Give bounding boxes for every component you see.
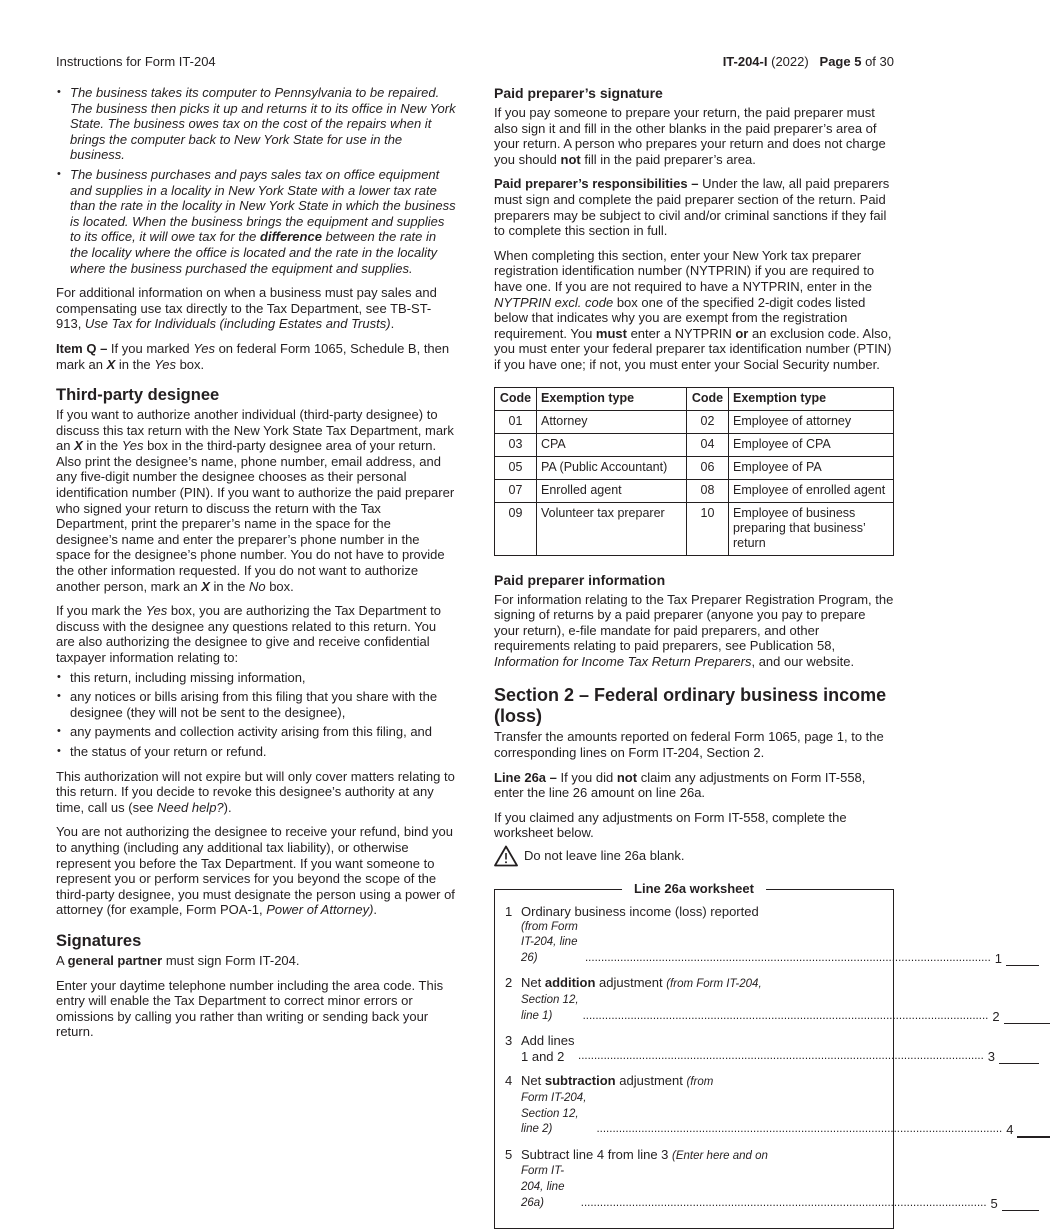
additional-info-paragraph: For additional information on when a business must pay sales and compensating use tax directly to the Tax Department, see TB-ST-913, Use Tax for Individuals (including Estates and Trusts). <box>56 285 437 332</box>
page-label: Page 5 <box>819 54 862 69</box>
table-row: 07 Enrolled agent 08 Employee of enrolled agent <box>495 479 894 502</box>
third-party-paragraph-4: You are not authorizing the designee to receive your refund, bind you to anything (including any additional tax liability), or otherwise represent you before the Tax Department. If you want someone to represent you or perform services for you beyond the scope of the third-party designee, you must designate the person using a power of attorney (for example, Form POA-1, Power of Attorney). <box>56 824 455 918</box>
table-header-row <box>495 387 894 410</box>
worksheet-line-1-input[interactable] <box>1006 954 1039 966</box>
worksheet-line-4: 4 Net subtraction adjustment (from Form IT-204, Section 12, line 2) ..... 4 <box>505 1073 883 1137</box>
worksheet-instruction-paragraph: If you claimed any adjustments on Form IT-558, complete the worksheet below. <box>494 809 847 841</box>
right-column <box>494 85 1014 1229</box>
table-row: 01 Attorney 02 Employee of attorney <box>495 410 894 433</box>
third-party-paragraph-1: If you want to authorize another individual (third-party designee) to discuss this tax return with the New York State Tax Department, mark an X in the Yes box in the third-party designee area of your return. Also print the designee’s name, phone number, email address, and any five-digit number the designee chooses as their personal identification number (PIN). If you want to authorize the paid preparer who signed your return to discuss the return with the Tax Department, print the preparer’s name in the space for the designee’s name and enter the preparer’s phone number in the space for the designee’s phone number. You do not have to provide the other information requested. If you do not want to authorize another person, mark an X in the No box. <box>56 407 455 594</box>
examples-list <box>56 85 456 276</box>
line-26a-worksheet <box>494 881 1014 1229</box>
signatures-heading: Signatures <box>56 931 142 950</box>
list-item: • The business purchases and pays sales tax on office equipment and supplies in a locality in New York State with a lower tax rate than the rate in the locality in New York State in which the business is located. When the business brings the equipment and supplies to its office, it will owe tax for the difference between the rate in the locality where the office is located and the rate in the locality where the business purchased the equipment and supplies. <box>56 167 456 276</box>
worksheet-line-3-input[interactable] <box>999 1052 1039 1064</box>
warning-triangle-icon <box>494 845 518 867</box>
table-row: 05 PA (Public Accountant) 06 Employee of PA <box>495 456 894 479</box>
authorization-list <box>56 670 456 760</box>
header-left-title: Instructions for Form IT-204 <box>56 54 216 69</box>
warning-note <box>494 845 894 867</box>
column-header: Exemption type <box>729 387 894 410</box>
worksheet-line-4-input[interactable] <box>1017 1126 1050 1138</box>
list-item: • this return, including missing information, <box>56 670 456 686</box>
worksheet-line-2-input[interactable] <box>1004 1012 1050 1024</box>
signatures-paragraph-2: Enter your daytime telephone number including the area code. This entry will enable the Tax Department to correct minor errors or omissions by calling you rather than writing or sending back your return. <box>56 977 444 1040</box>
form-year: (2022) <box>771 54 809 69</box>
list-item: • any notices or bills arising from this filing that you share with the designee (they will not be sent to the designee), <box>56 689 456 720</box>
worksheet-line-2: 2 Net addition adjustment (from Form IT-204, Section 12, line 1) ..... 2 <box>505 975 883 1024</box>
list-item: • any payments and collection activity arising from this filing, and <box>56 724 456 740</box>
worksheet-line-5: 5 Subtract line 4 from line 3 (Enter here and on Form IT-204, line 26a) ..... 5 <box>505 1147 883 1211</box>
exemption-codes-table <box>494 387 894 556</box>
third-party-paragraph-3: This authorization will not expire but will only cover matters relating to this return. If you decide to revoke this designee’s authority at any time, call us (see Need help?). <box>56 768 455 815</box>
paid-preparer-signature-heading: Paid preparer’s signature <box>494 85 663 101</box>
paid-preparer-information-heading: Paid preparer information <box>494 571 666 588</box>
column-header: Exemption type <box>537 387 687 410</box>
header-page-info <box>723 54 894 70</box>
warning-text: Do not leave line 26a blank. <box>524 848 685 864</box>
section-2-heading: Section 2 – Federal ordinary business income (loss) <box>494 685 887 727</box>
column-header: Code <box>687 387 729 410</box>
list-item: • the status of your return or refund. <box>56 744 456 760</box>
page-of: of 30 <box>865 54 894 69</box>
signatures-paragraph-1: A general partner must sign Form IT-204. <box>56 952 300 968</box>
worksheet-line-3: 3 Add lines 1 and 2 ..... 3 <box>505 1033 883 1064</box>
third-party-paragraph-2: If you mark the Yes box, you are authorizing the Tax Department to discuss with the designee any questions related to this return. You are also authorizing the designee to give and receive confidential taxpayer information relating to: <box>56 603 441 665</box>
column-header: Code <box>495 387 537 410</box>
item-q-paragraph: Item Q – If you marked Yes on federal Form 1065, Schedule B, then mark an X in the Yes box. <box>56 340 450 372</box>
table-row: 09 Volunteer tax preparer 10 Employee of business preparing that business’ return <box>495 502 894 555</box>
paid-preparer-information-paragraph: For information relating to the Tax Preparer Registration Program, the signing of returns by a paid preparer (anyone you pay to prepare your return), e-file mandate for paid preparers, and other requirements relating to paid preparers, see Publication 58, Information for Income Tax Return Preparers, and our website. <box>494 591 894 669</box>
paid-preparer-signature-paragraph: If you pay someone to prepare your return, the paid preparer must also sign it and fill in the other blanks in the paid preparer’s area of your return. A person who prepares your return and does not charge you should not fill in the paid preparer’s area. <box>494 105 886 167</box>
section-2-paragraph-1: Transfer the amounts reported on federal Form 1065, page 1, to the corresponding lines on Form IT-204, Section 2. <box>494 729 884 761</box>
table-row: 03 CPA 04 Employee of CPA <box>495 433 894 456</box>
responsibilities-paragraph: Paid preparer’s responsibilities – Under the law, all paid preparers must sign and complete the paid preparer section of the return. Paid preparers may be subject to civil and/or criminal sanctions if they fail to complete this section in full. <box>494 176 890 239</box>
form-id: IT-204-I <box>722 54 768 69</box>
worksheet-title: Line 26a worksheet <box>622 881 766 897</box>
worksheet-line-1: 1 Ordinary business income (loss) reported (from Form IT-204, line 26) ..... 1 <box>505 904 883 966</box>
third-party-designee-heading: Third-party designee <box>56 386 220 405</box>
list-item: • The business takes its computer to Pennsylvania to be repaired. The business then picks it up and returns it to its office in New York State. The business owes tax on the cost of the repairs when it brings the computer back to New York State for use in the business. <box>56 85 456 163</box>
worksheet-line-5-input[interactable] <box>1002 1199 1039 1211</box>
nytprin-paragraph: When completing this section, enter your New York tax preparer registration identification number (NYTPRIN) if you are required to have one. If you are not required to have a NYTPRIN, enter in the NYTPRIN excl. code box one of the specified 2-digit codes listed below that indicates why you are exempt from the registration requirement. You must enter a NYTPRIN or an exclusion code. Also, you must enter your federal preparer tax identification number (PTIN) if you have one; if not, you must enter your Social Security number. <box>494 247 892 372</box>
left-column <box>56 85 456 1049</box>
line-26a-paragraph: Line 26a – If you did not claim any adjustments on Form IT-558, enter the line 26 amount on line 26a. <box>494 769 866 801</box>
